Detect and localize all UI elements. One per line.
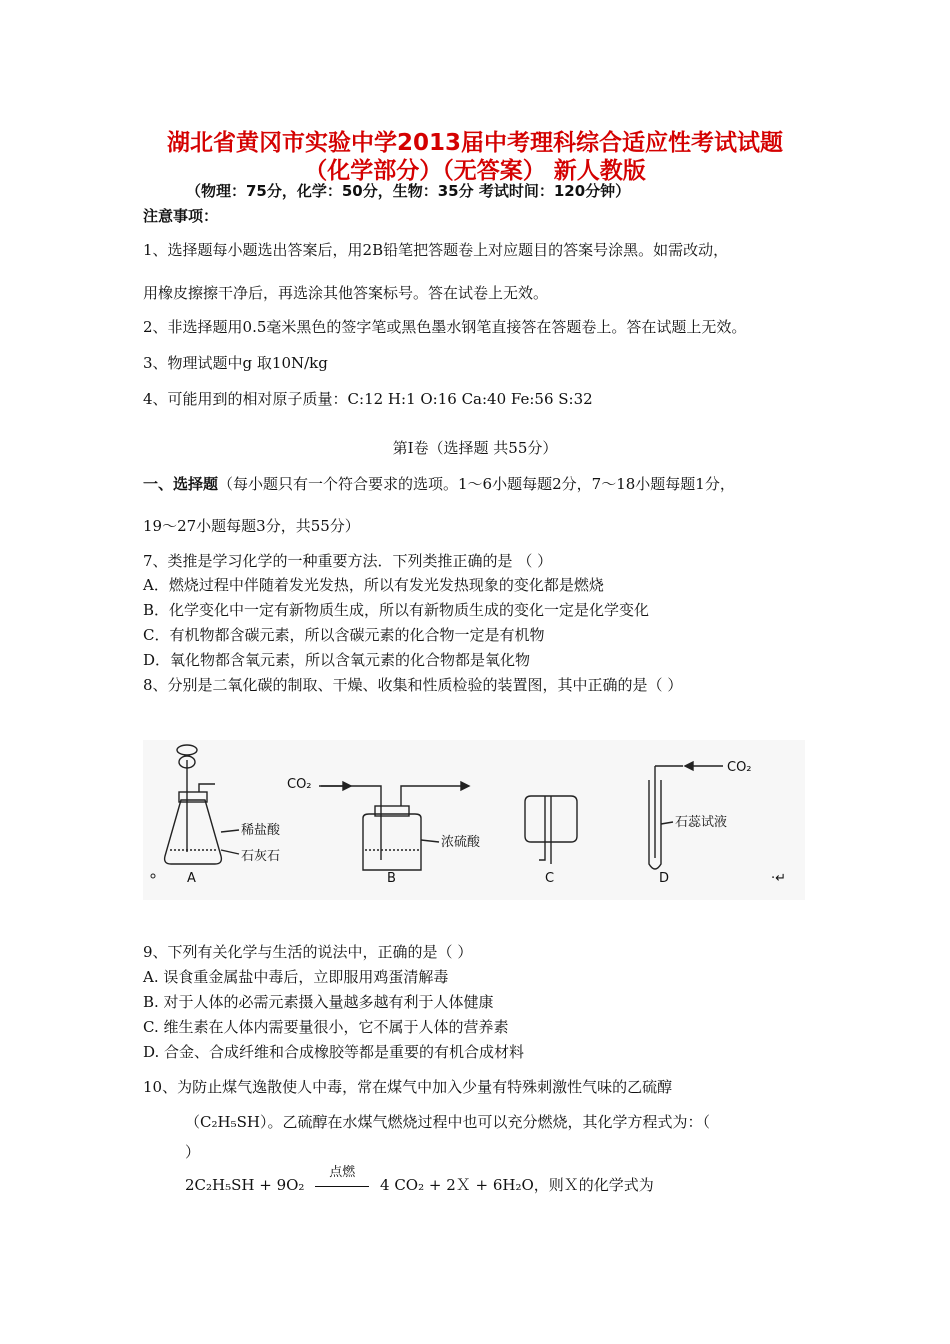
arrow-head-in <box>343 782 351 790</box>
apparatus-figure <box>143 740 805 900</box>
notice-item: 3、物理试题中g 取10N/kg <box>143 354 328 372</box>
equation-left: 2C₂H₅SH + 9O₂ <box>185 1176 305 1194</box>
notice-item: 2、非选择题用0.5毫米黑色的签字笔或黑色墨水钢笔直接答在答题卷上。答在试题上无效。 <box>143 318 747 336</box>
notice-item: 4、可能用到的相对原子质量：C:12 H:1 O:16 Ca:40 Fe:56 S:32 <box>143 390 593 408</box>
page-subtitle: （化学部分）（无答案） 新人教版 <box>304 158 646 184</box>
label-h2so4: 浓硫酸 <box>441 835 481 850</box>
part1-label: 一、选择题 <box>143 475 219 493</box>
arrow-head-out <box>461 782 469 790</box>
funnel-top <box>177 745 197 755</box>
bottle-b <box>363 814 421 870</box>
inlet-b <box>321 786 381 860</box>
apparatus-diagram <box>143 740 805 900</box>
q9-stem: 9、下列有关化学与生活的说法中，正确的是（ ） <box>143 943 473 961</box>
section-title: 第Ⅰ卷（选择题 共55分） <box>392 439 558 457</box>
letter-d: D <box>659 871 670 886</box>
notice-item: 用橡皮擦擦干净后，再选涂其他答案标号。答在试卷上无效。 <box>143 284 549 302</box>
q9-option: D. 合金、合成纤维和合成橡胶等都是重要的有机合成材料 <box>143 1043 525 1061</box>
label-acid: 稀盐酸 <box>241 823 281 838</box>
q7-option: C．有机物都含碳元素，所以含碳元素的化合物一定是有机物 <box>143 626 545 644</box>
q7-option: B．化学变化中一定有新物质生成，所以有新物质生成的变化一定是化学变化 <box>143 601 650 619</box>
q10-line3: ） <box>185 1143 201 1161</box>
label-litmus: 石蕊试液 <box>675 815 728 830</box>
co2-label: CO₂ <box>287 777 312 792</box>
letter-b: B <box>387 871 396 886</box>
outlet-a <box>199 784 215 792</box>
part1-heading <box>143 474 735 494</box>
equation-right: 4 CO₂ + 2Ｘ + 6H₂O，则Ｘ的化学式为 <box>380 1176 654 1194</box>
notice-heading: 注意事项： <box>143 207 219 225</box>
co2-label-d: CO₂ <box>727 760 752 775</box>
part1-desc: （每小题只有一个符合要求的选项。1～6小题每题2分，7～18小题每题1分， <box>218 475 735 493</box>
letter-a: A <box>187 871 196 886</box>
reaction-arrow <box>315 1186 369 1187</box>
page-title: 湖北省黄冈市实验中学2013届中考理科综合适应性考试试题 <box>166 130 783 156</box>
notice-item: 1、选择题每小题选出答案后，用2B铅笔把答题卷上对应题目的答案号涂黑。如需改动， <box>143 241 729 259</box>
label-stone: 石灰石 <box>241 849 281 864</box>
q8-stem: 8、分别是二氧化碳的制取、干燥、收集和性质检验的装置图，其中正确的是（ ） <box>143 676 683 694</box>
outlet-b <box>401 786 443 806</box>
return-mark: ·↵ <box>771 871 787 886</box>
condition-text: 点燃 <box>329 1165 356 1180</box>
letter-c: C <box>545 871 555 886</box>
q10-line1: 10、为防止煤气逸散使人中毒，常在煤气中加入少量有特殊刺激性气味的乙硫醇 <box>143 1078 673 1096</box>
q9-option: A. 误食重金属盐中毒后，立即服用鸡蛋清解毒 <box>143 968 449 986</box>
q9-option: B. 对于人体的必需元素摄入量越多越有利于人体健康 <box>143 993 494 1011</box>
part1-desc-cont: 19～27小题每题3分，共55分） <box>143 517 360 535</box>
q7-option: D．氧化物都含氧元素，所以含氧元素的化合物都是氧化物 <box>143 651 531 669</box>
flask-a <box>165 800 222 864</box>
q7-stem: 7、类推是学习化学的一种重要方法．下列类推正确的是 （ ） <box>143 552 553 570</box>
score-line: （物理：75分，化学：50分，生物：35分 考试时间：120分钟） <box>186 182 631 200</box>
arrow-head-d <box>685 762 693 770</box>
q10-line2: （C₂H₅SH）。乙硫醇在水煤气燃烧过程中也可以充分燃烧，其化学方程式为：（ <box>185 1113 710 1131</box>
q7-option: A．燃烧过程中伴随着发光发热，所以有发光发热现象的变化都是燃烧 <box>143 576 604 594</box>
q9-option: C. 维生素在人体内需要量很小，它不属于人体的营养素 <box>143 1018 509 1036</box>
equation-condition <box>313 1165 371 1195</box>
q10-equation <box>185 1165 654 1195</box>
